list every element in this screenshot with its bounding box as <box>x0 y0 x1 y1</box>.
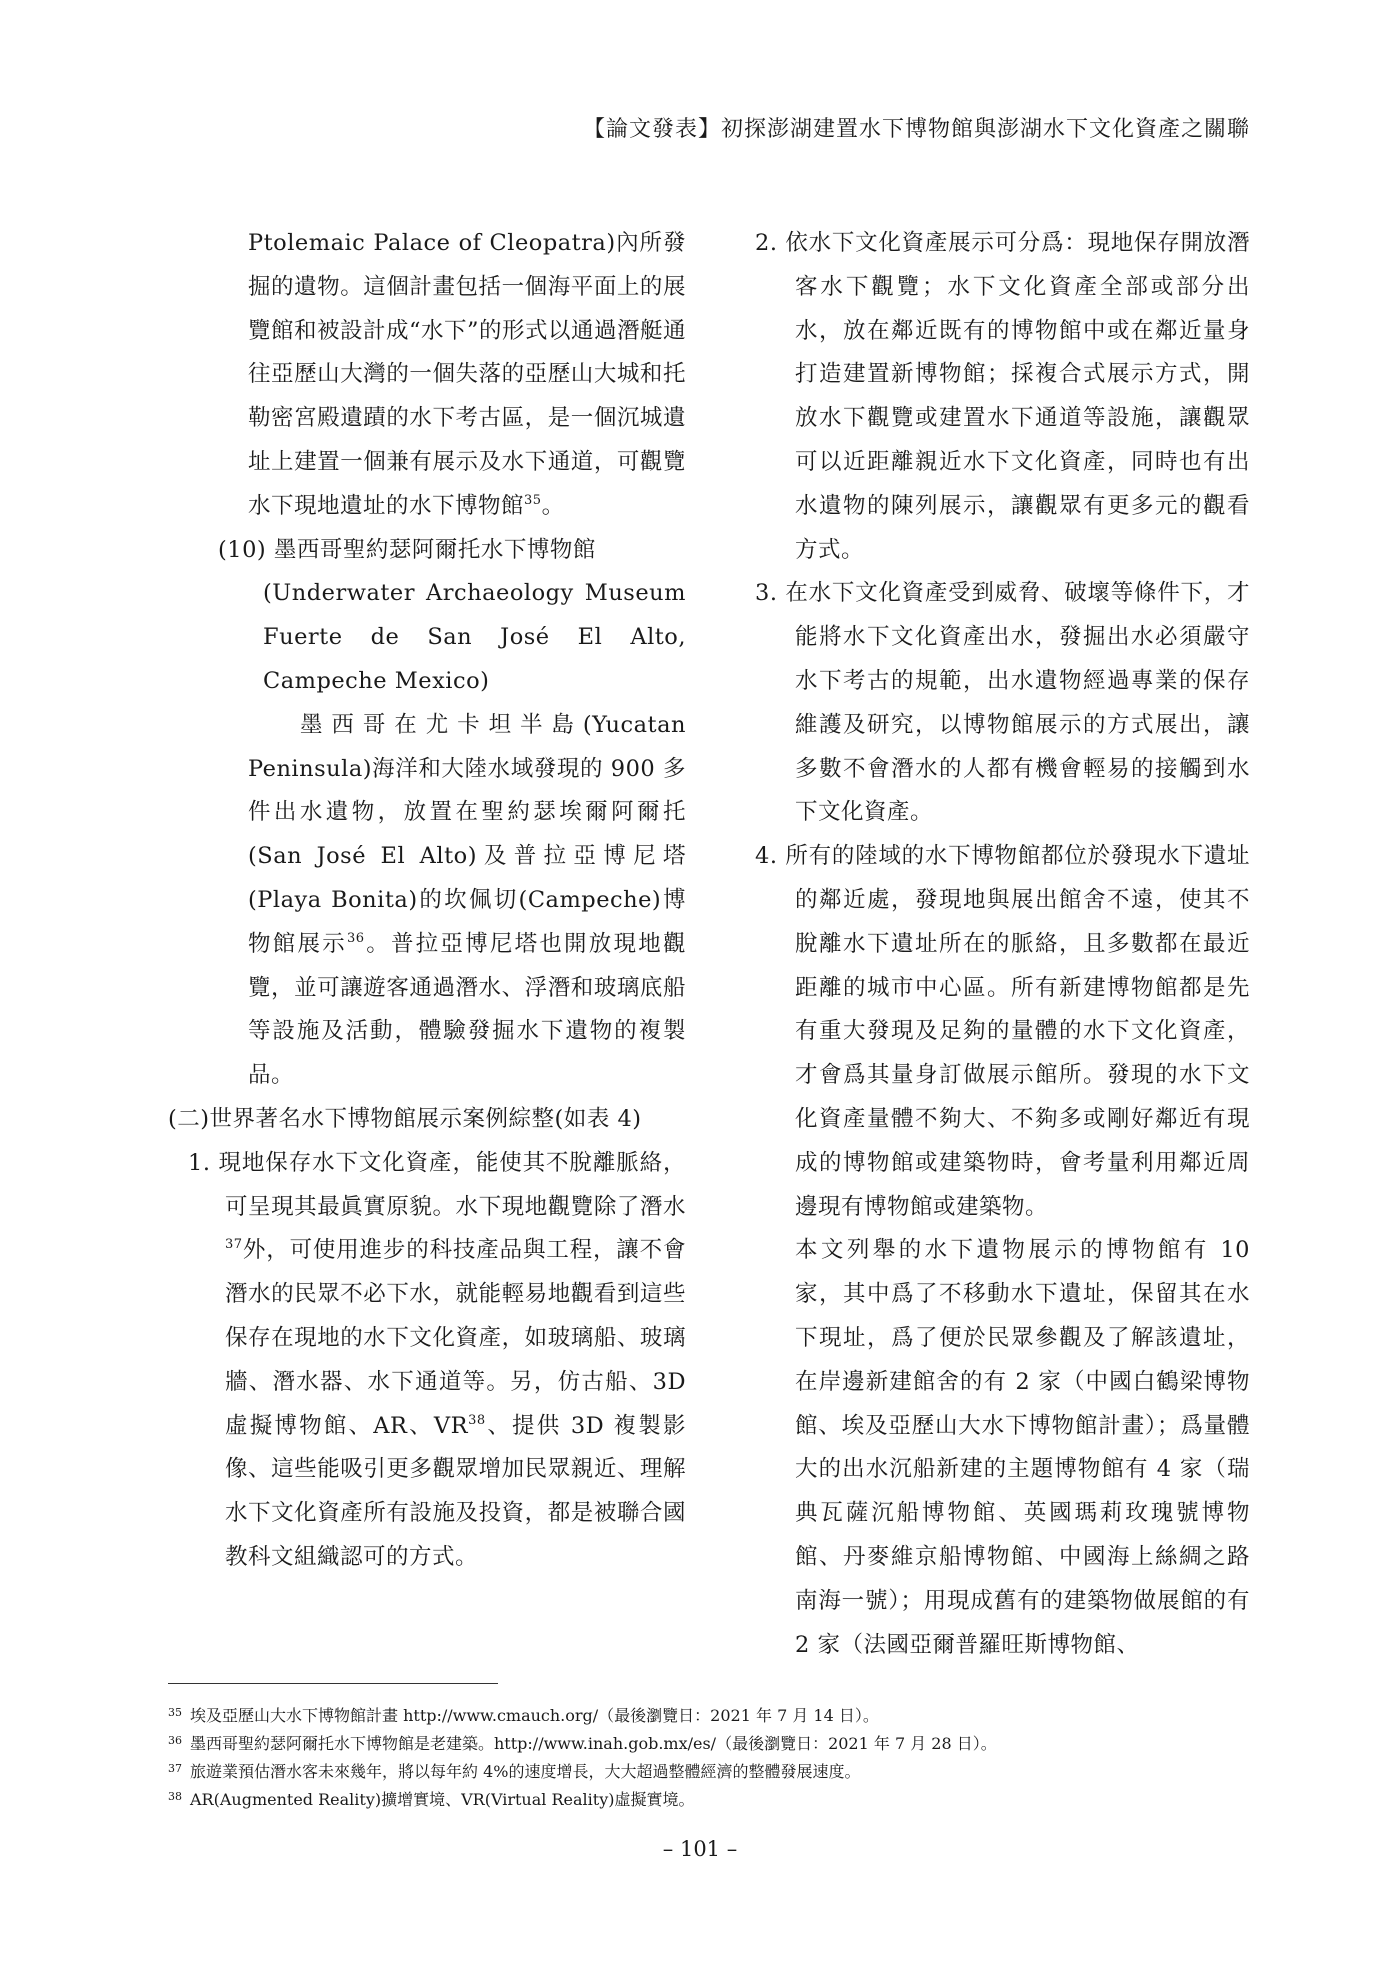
text: 。普拉亞博尼塔也開放現地觀覽，並可讓遊客通過潛水、浮潛和玻璃底船等設施及活動，體驗發掘水下遺物的複製品。 <box>248 930 686 1089</box>
item-10-body <box>168 704 686 1098</box>
text: 1. 現地保存水下文化資產，能使其不脫離脈絡，可呈現其最眞實原貌。水下現地觀覽除了潛水 <box>188 1149 686 1220</box>
footnote-text: 墨西哥聖約瑟阿爾托水下博物館是老建築。http://www.inah.gob.mx/es/（最後瀏覽日：2021 年 7 月 28 日）。 <box>190 1734 997 1753</box>
footnote-number: 36 <box>168 1734 182 1747</box>
item-10-title: (10) 墨西哥聖約瑟阿爾托水下博物館 <box>218 536 596 563</box>
item-1 <box>168 1142 686 1580</box>
footnote-text: AR(Augmented Reality)擴增實境、VR(Virtual Reality)虛擬實境。 <box>190 1790 695 1809</box>
footnote-text: 埃及亞歷山大水下博物館計畫 http://www.cmauch.org/（最後瀏覽日：2021 年 7 月 14 日）。 <box>190 1706 879 1725</box>
footnote-number: 38 <box>168 1790 182 1803</box>
footnote-ref-35: 35 <box>524 492 542 508</box>
left-column <box>168 222 686 1580</box>
footnote-36 <box>168 1728 1258 1756</box>
footnote-ref-38: 38 <box>468 1412 486 1428</box>
text: Ptolemaic Palace of Cleopatra)內所發掘的遺物。這個計畫包括一個海平面上的展覽館和被設計成“水下”的形式以通過潛艇通往亞歷山大灣的一個失落的亞歷山大城和托勒密宮殿遺蹟的水下考古區，是一個沉城遺址上建置一個兼有展示及水下通道，可觀覽水下現地遺址的水下博物館 <box>248 230 687 519</box>
page-number: – 101 – <box>662 1837 738 1861</box>
section-heading: (二)世界著名水下博物館展示案例綜整(如表 4) <box>168 1105 642 1132</box>
text: 、提供 3D 複製影像、這些能吸引更多觀眾增加民眾親近、理解水下文化資產所有設施及投資，都是被聯合國教科文組織認可的方式。 <box>225 1412 686 1570</box>
running-header: 【論文發表】初探澎湖建置水下博物館與澎湖水下文化資產之關聯 <box>582 117 1250 142</box>
item-2: 2. 依水下文化資產展示可分爲：現地保存開放潛客水下觀覽；水下文化資產全部或部分出水，放在鄰近既有的博物館中或在鄰近量身打造建置新博物館；採複合式展示方式，開放水下觀覽或建置水下通道等設施，讓觀眾可以近距離親近水下文化資產，同時也有出水遺物的陳列展示，讓觀眾有更多元的觀看方式。 <box>755 230 1250 563</box>
paragraph-summary: 本文列舉的水下遺物展示的博物館有 10 家，其中爲了不移動水下遺址，保留其在水下現址，爲了便於民眾參觀及了解該遺址，在岸邊新建館舍的有 2 家（中國白鶴梁博物館、埃及亞歷山大水下博物館計畫）；爲量體大的出水沉船新建的主題博物館有 4 家（瑞典瓦薩沉船博物館、英國瑪莉玫瑰號博物館、丹麥維京船博物館、中國海上絲綢之路南海一號）；用現成舊有的建築物做展館的有 2 家（法國亞爾普羅旺斯博物館、 <box>795 1237 1250 1658</box>
item-3: 3. 在水下文化資產受到威脅、破壞等條件下，才能將水下文化資產出水，發掘出水必須嚴守水下考古的規範，出水遺物經過專業的保存維護及研究，以博物館展示的方式展出，讓多數不會潛水的人都有機會輕易的接觸到水下文化資產。 <box>755 580 1250 826</box>
text: 。 <box>541 492 565 519</box>
footnote-ref-36: 36 <box>346 930 365 946</box>
footnote-number: 37 <box>168 1762 182 1775</box>
footnotes <box>168 1700 1258 1812</box>
footnote-37 <box>168 1756 1258 1784</box>
footnote-35 <box>168 1700 1258 1728</box>
footnote-divider <box>168 1683 498 1684</box>
footnote-number: 35 <box>168 1706 182 1719</box>
text: 墨西哥在尤卡坦半島(Yucatan Peninsula)海洋和大陸水域發現的 900 多件出水遺物，放置在聖約瑟埃爾阿爾托(San José El Alto)及普拉亞博尼塔(Playa Bonita)的坎佩切(Campeche)博物館展示 <box>248 711 686 957</box>
text: 外，可使用進步的科技產品與工程，讓不會潛水的民眾不必下水，就能輕易地觀看到這些保存在現地的水下文化資產，如玻璃船、玻璃牆、潛水器、水下通道等。另，仿古船、3D 虛擬博物館、AR、VR <box>225 1237 686 1439</box>
footnote-ref-37: 37 <box>225 1237 243 1253</box>
paragraph-continuation <box>168 222 686 529</box>
item-10-subtitle: (Underwater Archaeology Museum Fuerte de San José El Alto, Campeche Mexico) <box>263 580 686 694</box>
footnote-text: 旅遊業預估潛水客未來幾年，將以每年約 4%的速度增長，大大超過整體經濟的整體發展速度。 <box>190 1762 861 1781</box>
right-column <box>755 222 1250 1667</box>
footnote-38 <box>168 1784 1258 1812</box>
item-4: 4. 所有的陸域的水下博物館都位於發現水下遺址的鄰近處，發現地與展出館舍不遠，使其不脫離水下遺址所在的脈絡，且多數都在最近距離的城市中心區。所有新建博物館都是先有重大發現及足夠的量體的水下文化資產，才會爲其量身訂做展示館所。發現的水下文化資產量體不夠大、不夠多或剛好鄰近有現成的博物館或建築物時，會考量利用鄰近周邊現有博物館或建築物。 <box>755 843 1250 1220</box>
